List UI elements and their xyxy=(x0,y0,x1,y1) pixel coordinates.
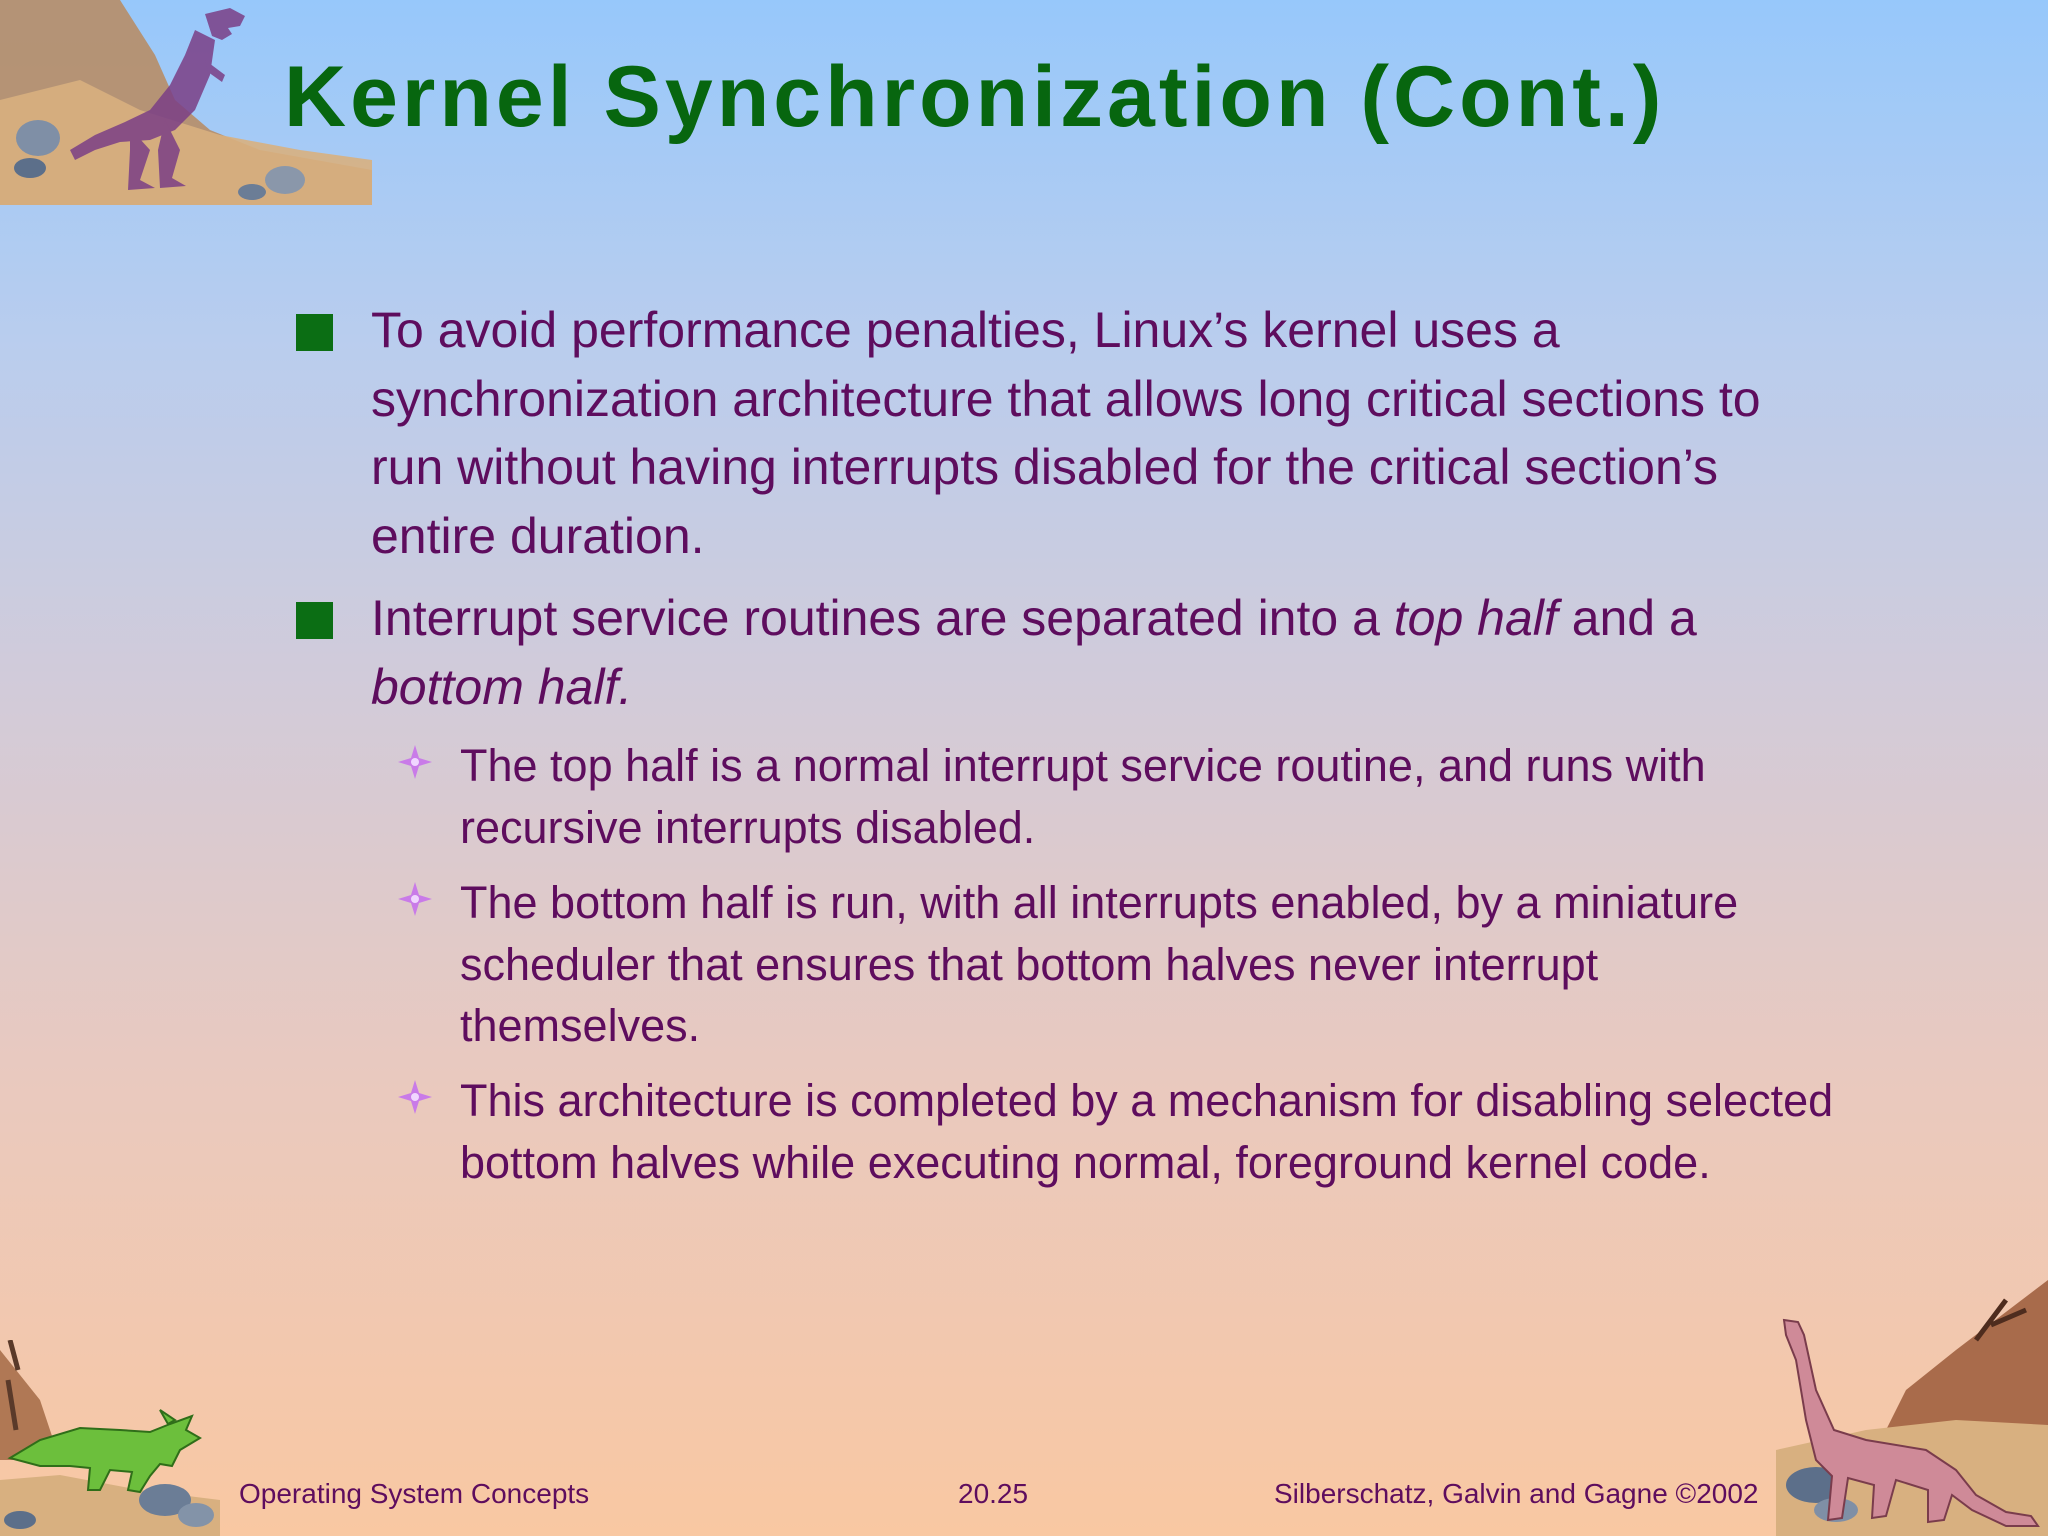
bullet-text-part: and a xyxy=(1557,590,1697,646)
footer-authors: Silberschatz, Galvin and Gagne ©2002 xyxy=(1274,1478,1759,1509)
bullet-emphasis-top-half: top half xyxy=(1393,590,1558,646)
footer-book-title: Operating System Concepts xyxy=(239,1478,590,1509)
dinosaur-triceratops-icon xyxy=(0,1340,220,1536)
bullet-text xyxy=(371,584,1836,721)
sub-bullet-text: The bottom half is run, with all interrupts enabled, by a miniature scheduler that ensures that bottom halves never interrupt themselves. xyxy=(460,877,1739,1051)
bullet-text-part: Interrupt service routines are separated into a xyxy=(371,590,1394,646)
sub-bullet-text: This architecture is completed by a mechanism for disabling selected bottom halves while executing normal, foreground kernel code. xyxy=(460,1075,1834,1188)
sub-bullet-text: The top half is a normal interrupt service routine, and runs with recursive interrupts disabled. xyxy=(460,740,1706,853)
slide-title: Kernel Synchronization (Cont.) xyxy=(284,49,1666,145)
four-point-star-bullet-icon xyxy=(398,882,432,916)
four-point-star-bullet-icon xyxy=(398,745,432,779)
bullet-emphasis-bottom-half: bottom half. xyxy=(371,658,633,715)
dinosaur-brontosaurus-icon xyxy=(1776,1280,2048,1536)
four-point-star-bullet-icon xyxy=(398,1080,432,1114)
square-bullet-icon xyxy=(296,314,333,351)
footer-page-number: 20.25 xyxy=(958,1478,1029,1509)
square-bullet-icon xyxy=(296,602,333,639)
bullet-text: To avoid performance penalties, Linux’s kernel uses a synchronization architecture that allows long critical sections to run without having interrupts disabled for the critical section’s entire duration. xyxy=(371,302,1761,564)
